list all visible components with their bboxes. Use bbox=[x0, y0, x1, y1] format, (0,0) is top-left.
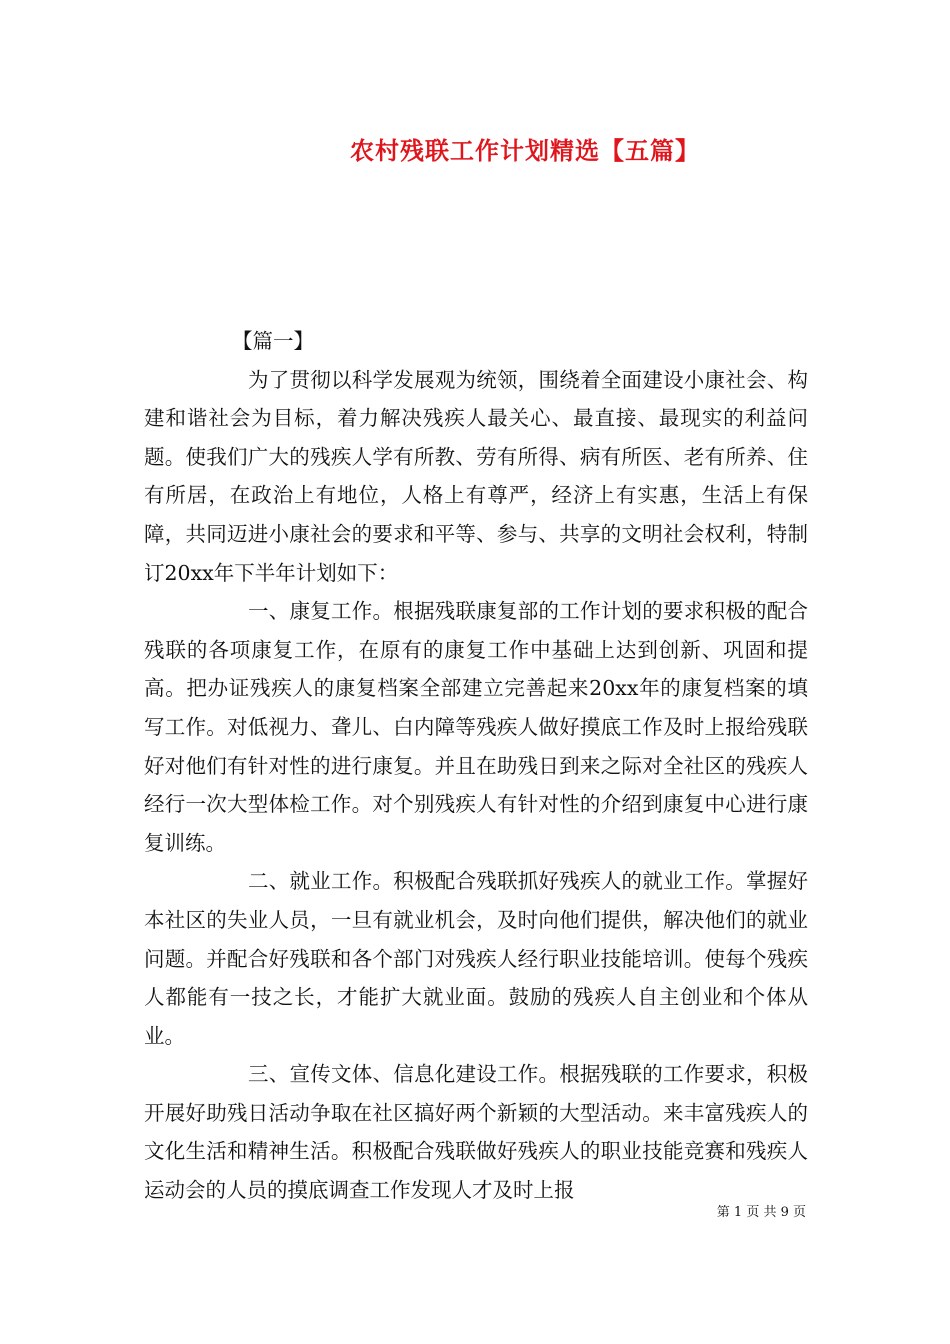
page-footer: 第 1 页 共 9 页 bbox=[716, 1205, 806, 1220]
document-title: 农村残联工作计划精选【五篇】 bbox=[350, 136, 700, 165]
paragraph-rehabilitation: 一、康复工作。根据残联康复部的工作计划的要求积极的配合残联的各项康复工作，在原有的康复工作中基础上达到创新、巩固和提高。把办证残疾人的康复档案全部建立完善起来20xx年的康复档案的填写工作。对低视力、聋儿、白内障等残疾人做好摸底工作及时上报给残联好对他们有针对性的进行康复。并且在助残日到来之际对全社区的残疾人经行一次大型体检工作。对个别残疾人有针对性的介绍到康复中心进行康复训练。 bbox=[144, 599, 808, 855]
paragraph-intro: 为了贯彻以科学发展观为统领，围绕着全面建设小康社会、构建和谐社会为目标，着力解决残疾人最关心、最直接、最现实的利益问题。使我们广大的残疾人学有所教、劳有所得、病有所医、老有所养、住有所居，在政治上有地位，人格上有尊严，经济上有实惠，生活上有保障，共同迈进小康社会的要求和平等、参与、共享的文明社会权利，特制订20xx年下半年计划如下： bbox=[144, 367, 808, 585]
paragraph-employment: 二、就业工作。积极配合残联抓好残疾人的就业工作。掌握好本社区的失业人员，一旦有就业机会，及时向他们提供，解决他们的就业问题。并配合好残联和各个部门对残疾人经行职业技能培训。使每个残疾人都能有一技之长，才能扩大就业面。鼓励的残疾人自主创业和个体从业。 bbox=[144, 869, 808, 1048]
paragraph-publicity: 三、宣传文体、信息化建设工作。根据残联的工作要求，积极开展好助残日活动争取在社区搞好两个新颖的大型活动。来丰富残疾人的文化生活和精神生活。积极配合残联做好残疾人的职业技能竞赛和残疾人运动会的人员的摸底调查工作发现人才及时上报 bbox=[144, 1062, 808, 1203]
document-body bbox=[144, 322, 808, 1210]
section-label: 【篇一】 bbox=[232, 329, 314, 353]
